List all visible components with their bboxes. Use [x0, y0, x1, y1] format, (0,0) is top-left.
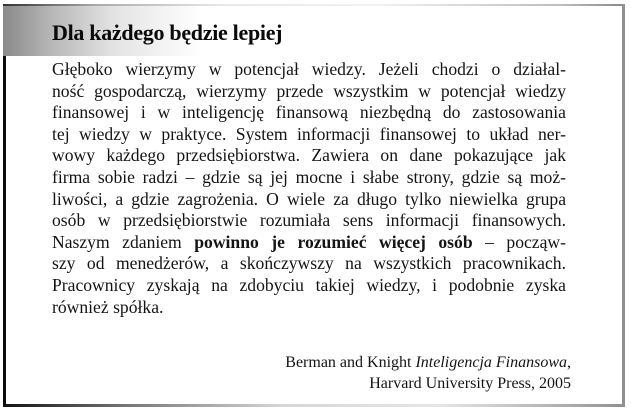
attribution-line-1 [285, 352, 571, 373]
box-title: Dla każdego będzie lepiej [52, 20, 283, 45]
body-line-6: firma sobie radzi – gdzie są jej mocne i słabe strony, gdzie są moż- [52, 166, 566, 187]
body-line-3: finansowej i w inteligencję finansową niezbędną do zastosowania [52, 102, 566, 123]
left-border [3, 56, 6, 407]
body-line-8: osób w przedsiębiorstwie rozumiała sens informacji finansowych. [52, 210, 566, 231]
bottom-border [3, 404, 625, 407]
body-line-2: ność gospodarczą, wierzymy przede wszystkim w potencjał wiedzy [52, 80, 566, 101]
body-line-1: Głęboko wierzymy w potencjał wiedzy. Jeżeli chodzi o działal- [52, 59, 566, 79]
body-line-5: wowy każdego przedsiębiorstwa. Zawiera on dane pokazujące jak [52, 145, 566, 166]
body-line-11: Pracownicy zyskają na zdobyciu takiej wiedzy, i podobnie zyska [52, 274, 566, 295]
body-line-10: szy od menedżerów, a skończywszy na wszystkich pracownikach. [52, 253, 566, 274]
body-line-12: również spółka. [52, 296, 164, 317]
body-line-7: liwości, a gdzie zagrożenia. O wiele za długo tylko niewielka grupa [52, 188, 566, 209]
attribution-comma: , [567, 354, 571, 371]
attribution-publisher: Harvard University Press, 2005 [369, 375, 571, 392]
body-line-9-tail: – począw- [472, 231, 566, 252]
emphasized-phrase: powinno je rozumieć więcej osób [194, 231, 473, 252]
body-line-9-lead: Naszym zdaniem [52, 231, 195, 252]
quote-body [52, 59, 566, 318]
attribution [285, 352, 571, 394]
attribution-book-title: Inteligencja Finansowa [415, 354, 567, 371]
body-line-9 [52, 232, 566, 254]
attribution-authors: Berman and Knight [285, 354, 416, 371]
body-line-4: tej wiedzy w praktyce. System informacji finansowej to układ ner- [52, 123, 566, 144]
right-border [622, 4, 625, 407]
